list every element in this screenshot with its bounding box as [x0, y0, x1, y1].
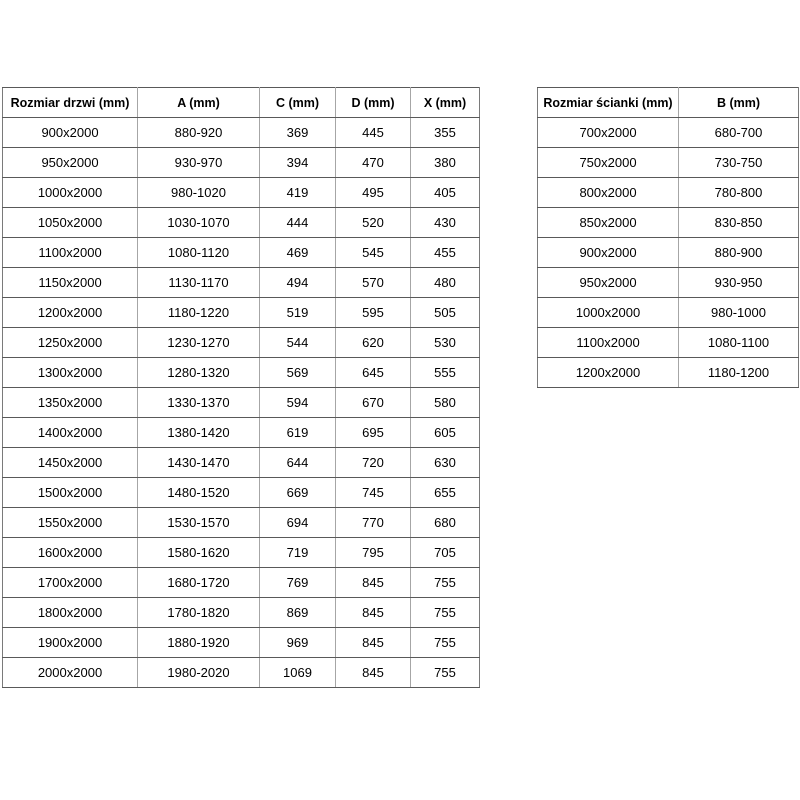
table-cell: 505	[411, 298, 480, 328]
column-header: D (mm)	[336, 88, 411, 118]
table-cell: 1430-1470	[138, 448, 260, 478]
wall-panel-sizes-body	[538, 118, 799, 388]
table-cell: 394	[260, 148, 336, 178]
table-cell: 880-900	[679, 238, 799, 268]
table-row	[3, 418, 480, 448]
table-cell: 619	[260, 418, 336, 448]
table-cell: 695	[336, 418, 411, 448]
table-row	[538, 328, 799, 358]
table-row	[3, 328, 480, 358]
column-header: Rozmiar ścianki (mm)	[538, 88, 679, 118]
column-header: A (mm)	[138, 88, 260, 118]
table-row	[3, 178, 480, 208]
column-header: C (mm)	[260, 88, 336, 118]
table-cell: 594	[260, 388, 336, 418]
table-cell: 680-700	[679, 118, 799, 148]
table-row	[3, 658, 480, 688]
table-row	[538, 298, 799, 328]
table-cell: 380	[411, 148, 480, 178]
door-sizes-body	[3, 118, 480, 688]
table-cell: 1100x2000	[538, 328, 679, 358]
table-row	[538, 208, 799, 238]
wall-panel-sizes-header	[538, 88, 799, 118]
table-cell: 545	[336, 238, 411, 268]
table-cell: 900x2000	[3, 118, 138, 148]
table-cell: 705	[411, 538, 480, 568]
table-cell: 2000x2000	[3, 658, 138, 688]
table-cell: 655	[411, 478, 480, 508]
table-cell: 605	[411, 418, 480, 448]
table-cell: 1180-1220	[138, 298, 260, 328]
table-cell: 1880-1920	[138, 628, 260, 658]
table-cell: 780-800	[679, 178, 799, 208]
table-cell: 495	[336, 178, 411, 208]
table-cell: 750x2000	[538, 148, 679, 178]
table-cell: 869	[260, 598, 336, 628]
table-row	[538, 118, 799, 148]
table-cell: 1780-1820	[138, 598, 260, 628]
table-cell: 950x2000	[3, 148, 138, 178]
table-cell: 1100x2000	[3, 238, 138, 268]
table-cell: 700x2000	[538, 118, 679, 148]
table-cell: 845	[336, 658, 411, 688]
table-row	[3, 628, 480, 658]
table-cell: 480	[411, 268, 480, 298]
table-row	[538, 178, 799, 208]
table-cell: 845	[336, 568, 411, 598]
table-cell: 755	[411, 598, 480, 628]
table-cell: 644	[260, 448, 336, 478]
table-row	[3, 568, 480, 598]
table-cell: 1350x2000	[3, 388, 138, 418]
table-cell: 745	[336, 478, 411, 508]
table-cell: 1230-1270	[138, 328, 260, 358]
table-cell: 720	[336, 448, 411, 478]
table-cell: 1080-1100	[679, 328, 799, 358]
table-cell: 1069	[260, 658, 336, 688]
table-row	[3, 598, 480, 628]
table-cell: 530	[411, 328, 480, 358]
table-cell: 755	[411, 628, 480, 658]
table-cell: 544	[260, 328, 336, 358]
table-cell: 845	[336, 628, 411, 658]
door-sizes-table	[2, 87, 480, 688]
table-cell: 850x2000	[538, 208, 679, 238]
table-cell: 1580-1620	[138, 538, 260, 568]
table-cell: 1080-1120	[138, 238, 260, 268]
table-row	[3, 118, 480, 148]
table-cell: 520	[336, 208, 411, 238]
table-cell: 1480-1520	[138, 478, 260, 508]
table-cell: 769	[260, 568, 336, 598]
table-cell: 630	[411, 448, 480, 478]
table-cell: 730-750	[679, 148, 799, 178]
table-cell: 494	[260, 268, 336, 298]
table-cell: 1300x2000	[3, 358, 138, 388]
wall-panel-sizes-table	[537, 87, 799, 388]
table-cell: 580	[411, 388, 480, 418]
table-cell: 455	[411, 238, 480, 268]
table-cell: 1200x2000	[3, 298, 138, 328]
table-row	[3, 478, 480, 508]
table-cell: 980-1020	[138, 178, 260, 208]
table-row	[3, 448, 480, 478]
table-row	[3, 148, 480, 178]
table-cell: 1280-1320	[138, 358, 260, 388]
table-cell: 430	[411, 208, 480, 238]
table-cell: 670	[336, 388, 411, 418]
table-cell: 1400x2000	[3, 418, 138, 448]
table-cell: 800x2000	[538, 178, 679, 208]
table-cell: 1600x2000	[3, 538, 138, 568]
table-cell: 1050x2000	[3, 208, 138, 238]
table-cell: 845	[336, 598, 411, 628]
table-cell: 1250x2000	[3, 328, 138, 358]
table-cell: 795	[336, 538, 411, 568]
table-cell: 1700x2000	[3, 568, 138, 598]
table-cell: 755	[411, 658, 480, 688]
table-cell: 519	[260, 298, 336, 328]
table-row	[3, 358, 480, 388]
table-cell: 980-1000	[679, 298, 799, 328]
table-cell: 419	[260, 178, 336, 208]
table-cell: 930-950	[679, 268, 799, 298]
table-cell: 1150x2000	[3, 268, 138, 298]
table-cell: 1130-1170	[138, 268, 260, 298]
table-cell: 1800x2000	[3, 598, 138, 628]
table-cell: 669	[260, 478, 336, 508]
table-cell: 369	[260, 118, 336, 148]
table-row	[3, 268, 480, 298]
table-cell: 1380-1420	[138, 418, 260, 448]
table-cell: 1530-1570	[138, 508, 260, 538]
table-row	[538, 358, 799, 388]
table-cell: 1030-1070	[138, 208, 260, 238]
table-cell: 1000x2000	[538, 298, 679, 328]
table-cell: 355	[411, 118, 480, 148]
table-cell: 405	[411, 178, 480, 208]
table-cell: 1330-1370	[138, 388, 260, 418]
table-cell: 880-920	[138, 118, 260, 148]
table-cell: 680	[411, 508, 480, 538]
table-row	[3, 208, 480, 238]
table-cell: 570	[336, 268, 411, 298]
table-row	[3, 508, 480, 538]
table-cell: 1200x2000	[538, 358, 679, 388]
table-cell: 444	[260, 208, 336, 238]
table-cell: 1900x2000	[3, 628, 138, 658]
table-cell: 1500x2000	[3, 478, 138, 508]
table-cell: 445	[336, 118, 411, 148]
table-cell: 719	[260, 538, 336, 568]
table-row	[3, 298, 480, 328]
table-cell: 555	[411, 358, 480, 388]
table-cell: 620	[336, 328, 411, 358]
column-header: Rozmiar drzwi (mm)	[3, 88, 138, 118]
table-cell: 1450x2000	[3, 448, 138, 478]
table-row	[538, 238, 799, 268]
table-cell: 469	[260, 238, 336, 268]
header-row	[3, 88, 480, 118]
table-row	[3, 538, 480, 568]
table-cell: 694	[260, 508, 336, 538]
table-cell: 755	[411, 568, 480, 598]
table-cell: 969	[260, 628, 336, 658]
table-cell: 595	[336, 298, 411, 328]
table-row	[538, 148, 799, 178]
header-row	[538, 88, 799, 118]
table-cell: 569	[260, 358, 336, 388]
table-cell: 1680-1720	[138, 568, 260, 598]
table-row	[538, 268, 799, 298]
table-cell: 950x2000	[538, 268, 679, 298]
table-cell: 770	[336, 508, 411, 538]
column-header: B (mm)	[679, 88, 799, 118]
table-row	[3, 388, 480, 418]
table-cell: 1550x2000	[3, 508, 138, 538]
door-sizes-header	[3, 88, 480, 118]
table-row	[3, 238, 480, 268]
table-cell: 1000x2000	[3, 178, 138, 208]
table-cell: 830-850	[679, 208, 799, 238]
table-cell: 900x2000	[538, 238, 679, 268]
table-cell: 1980-2020	[138, 658, 260, 688]
table-cell: 470	[336, 148, 411, 178]
table-cell: 1180-1200	[679, 358, 799, 388]
column-header: X (mm)	[411, 88, 480, 118]
table-cell: 930-970	[138, 148, 260, 178]
table-cell: 645	[336, 358, 411, 388]
